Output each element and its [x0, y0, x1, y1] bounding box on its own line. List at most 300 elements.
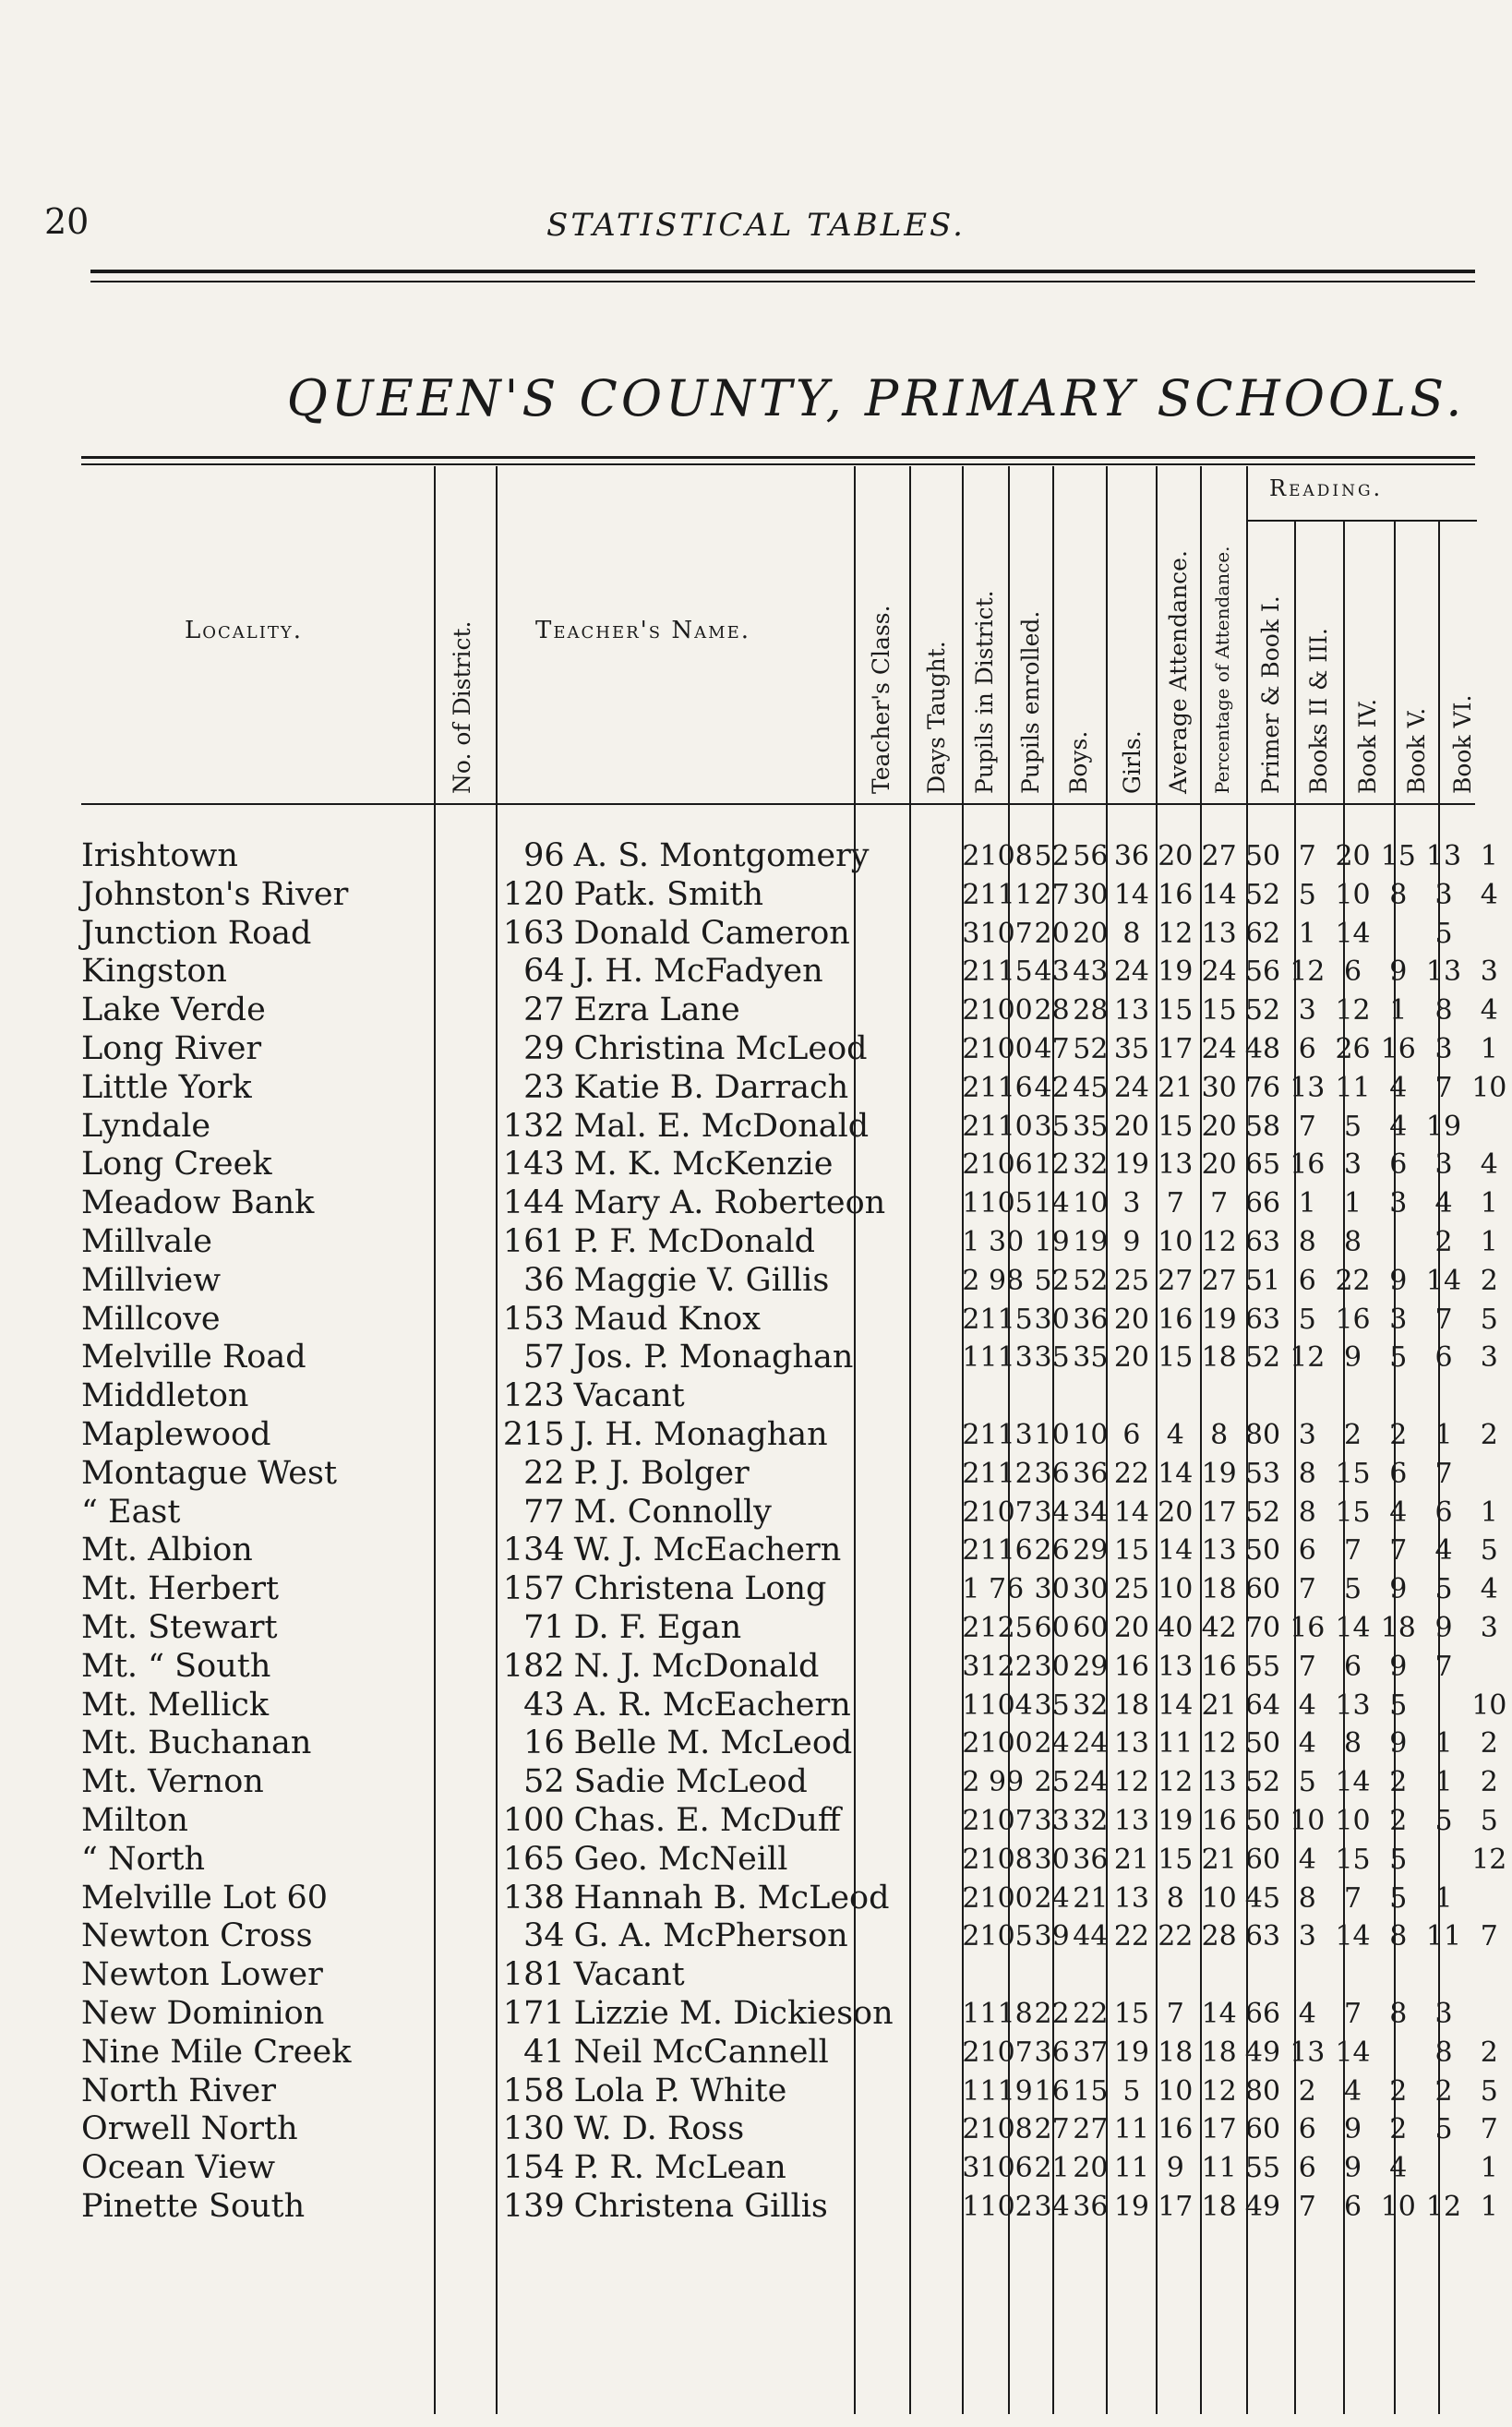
- teacher-cell: Donald Cameron: [573, 914, 850, 952]
- teacher-cell: M. Connolly: [573, 1493, 772, 1531]
- teacher-cell: Chas. E. McDuff: [573, 1801, 841, 1839]
- percentage-attendance-cell: 50: [1244, 1727, 1281, 1760]
- book-6-cell: [1467, 1377, 1512, 1416]
- book-6-cell: [1467, 1880, 1512, 1918]
- average-attendance-cell: 30: [1201, 1071, 1237, 1104]
- pupils-enrolled-cell: 24: [1073, 1727, 1109, 1760]
- days-taught-cell: 30: [989, 1225, 1025, 1258]
- percentage-attendance-cell: 66: [1244, 1187, 1281, 1220]
- boys-cell: 13: [1113, 994, 1150, 1027]
- teacher-cell: Lola P. White: [573, 2072, 787, 2109]
- primer-cell: [1285, 1377, 1330, 1416]
- table-row: [81, 1841, 1512, 1880]
- teacher-cell: Jos. P. Monaghan: [573, 1339, 854, 1376]
- percentage-attendance-cell: 56: [1244, 955, 1281, 989]
- locality-cell: “ East: [81, 1493, 181, 1531]
- book-5-cell: 5: [1434, 1573, 1453, 1606]
- pupils-in-district-cell: 24: [1034, 1727, 1070, 1760]
- days-taught-cell: 105: [979, 1920, 1033, 1953]
- days-taught-cell: [980, 1377, 1033, 1416]
- pupils-in-district-cell: 30: [1034, 1573, 1070, 1606]
- pupils-in-district-cell: 33: [1034, 1804, 1070, 1837]
- table-row: [81, 2188, 1512, 2227]
- pupils-in-district-cell: 25: [1034, 1766, 1070, 1799]
- days-taught-cell: 108: [979, 840, 1033, 872]
- boys-cell: 3: [1122, 1187, 1141, 1220]
- table-row: [81, 2073, 1512, 2111]
- table-row: [81, 991, 1512, 1030]
- book-6-cell: 1: [1480, 2190, 1498, 2223]
- percentage-attendance-cell: 51: [1244, 1264, 1281, 1297]
- books-2-3-cell: 14: [1335, 2036, 1371, 2069]
- girls-cell: 21: [1158, 1071, 1194, 1104]
- average-attendance-cell: 19: [1201, 1303, 1237, 1336]
- percentage-attendance-cell: 76: [1244, 1071, 1281, 1104]
- book-4-cell: [1375, 1377, 1421, 1416]
- teacher-cell: A. S. Montgomery: [573, 837, 870, 874]
- average-attendance-cell: 16: [1201, 1804, 1237, 1837]
- boys-cell: 14: [1113, 878, 1150, 911]
- district-cell: 57: [523, 1339, 565, 1376]
- locality-cell: Mt. Buchanan: [81, 1724, 312, 1762]
- locality-cell: Junction Road: [81, 914, 312, 952]
- primer-cell: 5: [1298, 1766, 1316, 1799]
- table-row: [81, 1802, 1512, 1841]
- district-cell: 36: [523, 1261, 565, 1299]
- days-taught-cell: 111: [979, 878, 1033, 911]
- boys-cell: 19: [1113, 1148, 1150, 1182]
- primer-cell: 6: [1298, 2113, 1316, 2146]
- book-6-cell: 5: [1480, 1804, 1498, 1837]
- boys-cell: [1110, 1377, 1153, 1416]
- book-6-cell: 7: [1480, 2113, 1498, 2146]
- book-4-cell: [1375, 1956, 1421, 1995]
- pupils-enrolled-cell: 35: [1073, 1110, 1109, 1143]
- book-5-cell: 7: [1434, 1303, 1453, 1336]
- running-head: STATISTICAL TABLES.: [546, 207, 966, 244]
- book-4-cell: 3: [1389, 1303, 1408, 1336]
- reading-rule: [1246, 520, 1477, 522]
- percentage-attendance-cell: 60: [1244, 1573, 1281, 1606]
- boys-cell: 25: [1113, 1573, 1150, 1606]
- book-4-cell: 2: [1389, 1766, 1408, 1799]
- book-4-cell: 9: [1389, 1573, 1408, 1606]
- pupils-enrolled-cell: 21: [1073, 1881, 1109, 1915]
- locality-cell: Orwell North: [81, 2110, 298, 2148]
- book-5-cell: 3: [1434, 878, 1453, 911]
- primer-cell: 8: [1298, 1881, 1316, 1915]
- book-5-cell: 6: [1434, 1341, 1453, 1375]
- girls-cell: 16: [1158, 2113, 1194, 2146]
- days-taught-cell: 115: [979, 1303, 1033, 1336]
- teacher-cell: Christina McLeod: [573, 1029, 868, 1067]
- teacher-cell: Belle M. McLeod: [573, 1724, 853, 1762]
- average-attendance-cell: 28: [1201, 1920, 1237, 1953]
- book-4-cell: 2: [1389, 2113, 1408, 2146]
- book-4-cell: 4: [1389, 1110, 1408, 1143]
- average-attendance-cell: 13: [1201, 1766, 1237, 1799]
- percentage-attendance-cell: 70: [1244, 1611, 1281, 1644]
- book-5-cell: 7: [1434, 1457, 1453, 1490]
- girls-cell: 19: [1158, 955, 1194, 989]
- percentage-attendance-cell: 58: [1244, 1110, 1281, 1143]
- girls-cell: 19: [1158, 1804, 1194, 1837]
- book-5-cell: 7: [1434, 1071, 1453, 1104]
- primer-cell: 4: [1298, 1843, 1316, 1876]
- header-pupils-enrolled: Pupils enrolled.: [1017, 610, 1044, 794]
- boys-cell: 20: [1113, 1110, 1150, 1143]
- book-4-cell: 9: [1389, 1727, 1408, 1760]
- boys-cell: 16: [1113, 1650, 1150, 1683]
- teacher-class-cell: 2: [962, 840, 980, 872]
- boys-cell: 13: [1113, 1804, 1150, 1837]
- pupils-in-district-cell: 20: [1034, 917, 1070, 950]
- teacher-class-cell: 2: [962, 2113, 980, 2146]
- book-5-cell: 3: [1434, 1148, 1453, 1182]
- book-6-cell: [1467, 1956, 1512, 1995]
- book-4-cell: 5: [1389, 1843, 1408, 1876]
- percentage-attendance-cell: 52: [1244, 1496, 1281, 1529]
- table-top-rule-thin: [81, 463, 1475, 465]
- district-cell: 138: [502, 1879, 565, 1916]
- book-4-cell: [1375, 915, 1421, 954]
- primer-cell: 1: [1298, 917, 1316, 950]
- table-row: [81, 1570, 1512, 1609]
- district-cell: 123: [502, 1377, 565, 1415]
- average-attendance-cell: 8: [1210, 1418, 1229, 1451]
- girls-cell: 27: [1158, 1264, 1194, 1297]
- locality-cell: Montague West: [81, 1454, 338, 1492]
- book-4-cell: 15: [1380, 840, 1416, 872]
- book-6-cell: 1: [1480, 1032, 1498, 1065]
- pupils-in-district-cell: 47: [1034, 1032, 1070, 1065]
- teacher-class-cell: 2: [962, 1303, 980, 1336]
- book-6-cell: 5: [1480, 1303, 1498, 1336]
- primer-cell: 13: [1290, 1071, 1326, 1104]
- teacher-cell: Ezra Lane: [573, 991, 740, 1029]
- book-5-cell: 5: [1434, 2113, 1453, 2146]
- books-2-3-cell: 14: [1335, 1920, 1371, 1953]
- books-2-3-cell: 20: [1335, 840, 1371, 872]
- girls-cell: 15: [1158, 1843, 1194, 1876]
- primer-cell: 4: [1298, 1997, 1316, 2030]
- books-2-3-cell: [1330, 1377, 1375, 1416]
- boys-cell: 12: [1113, 1766, 1150, 1799]
- pupils-in-district-cell: 27: [1034, 878, 1070, 911]
- book-6-cell: [1467, 1995, 1512, 2034]
- book-5-cell: 5: [1434, 1804, 1453, 1837]
- teacher-class-cell: 2: [962, 1457, 980, 1490]
- pupils-in-district-cell: 43: [1034, 955, 1070, 989]
- girls-cell: 16: [1158, 1303, 1194, 1336]
- girls-cell: 14: [1158, 1457, 1194, 1490]
- schools-table: [81, 837, 1512, 2227]
- book-6-cell: 3: [1480, 1611, 1498, 1644]
- pupils-in-district-cell: 34: [1034, 2190, 1070, 2223]
- pupils-in-district-cell: 30: [1034, 1303, 1070, 1336]
- book-4-cell: 18: [1380, 1611, 1416, 1644]
- primer-cell: 16: [1290, 1148, 1326, 1182]
- book-4-cell: 5: [1389, 1688, 1408, 1722]
- average-attendance-cell: [1197, 1956, 1241, 1995]
- table-row: [81, 1995, 1512, 2034]
- table-row: [81, 1416, 1512, 1455]
- table-row: [81, 1377, 1512, 1416]
- page-number: 20: [44, 201, 90, 242]
- pupils-enrolled-cell: 52: [1073, 1032, 1109, 1065]
- district-cell: 130: [502, 2110, 565, 2148]
- books-2-3-cell: [1330, 1956, 1375, 1995]
- book-6-cell: 2: [1480, 2036, 1498, 2069]
- average-attendance-cell: 17: [1201, 2113, 1237, 2146]
- days-taught-cell: 100: [979, 1032, 1033, 1065]
- average-attendance-cell: 12: [1201, 1727, 1237, 1760]
- boys-cell: [1110, 1956, 1153, 1995]
- pupils-enrolled-cell: 27: [1073, 2113, 1109, 2146]
- percentage-attendance-cell: 53: [1244, 1457, 1281, 1490]
- teacher-cell: N. J. McDonald: [573, 1647, 820, 1685]
- district-cell: 165: [502, 1840, 565, 1878]
- locality-cell: Johnston's River: [81, 875, 349, 913]
- days-taught-cell: 122: [979, 1650, 1033, 1683]
- days-taught-cell: 105: [979, 1187, 1033, 1220]
- district-cell: 153: [502, 1300, 565, 1338]
- book-5-cell: [1421, 1377, 1466, 1416]
- table-row: [81, 2149, 1512, 2188]
- girls-cell: 4: [1166, 1418, 1184, 1451]
- pupils-in-district-cell: 42: [1034, 1071, 1070, 1104]
- locality-cell: Millview: [81, 1261, 222, 1299]
- book-5-cell: [1421, 1841, 1466, 1880]
- days-taught-cell: 107: [979, 1804, 1033, 1837]
- header-locality: Locality.: [185, 617, 304, 644]
- books-2-3-cell: 9: [1344, 1341, 1362, 1375]
- teacher-class-cell: 2: [962, 1534, 980, 1568]
- pupils-enrolled-cell: 60: [1073, 1611, 1109, 1644]
- girls-cell: 10: [1158, 2074, 1194, 2108]
- books-2-3-cell: 3: [1344, 1148, 1362, 1182]
- district-cell: 96: [523, 837, 565, 874]
- girls-cell: 8: [1166, 1881, 1184, 1915]
- pupils-enrolled-cell: 10: [1073, 1187, 1109, 1220]
- pupils-enrolled-cell: 20: [1073, 917, 1109, 950]
- teacher-cell: D. F. Egan: [573, 1608, 742, 1646]
- teacher-cell: Hannah B. McLeod: [573, 1879, 890, 1916]
- days-taught-cell: 115: [979, 955, 1033, 989]
- percentage-attendance-cell: 55: [1244, 2152, 1281, 2185]
- header-bottom-rule: [81, 803, 1475, 805]
- header-pupils-in-district: Pupils in District.: [971, 590, 998, 794]
- teacher-class-cell: 2: [962, 1418, 980, 1451]
- district-cell: 139: [502, 2187, 565, 2225]
- teacher-class-cell: 2: [962, 1766, 980, 1799]
- district-cell: 163: [502, 914, 565, 952]
- average-attendance-cell: [1197, 1377, 1241, 1416]
- boys-cell: 36: [1113, 840, 1150, 872]
- table-row: [81, 2034, 1512, 2073]
- teacher-class-cell: 2: [962, 1804, 980, 1837]
- table-row: [81, 915, 1512, 954]
- girls-cell: 17: [1158, 2190, 1194, 2223]
- days-taught-cell: 76: [989, 1573, 1025, 1606]
- district-cell: 154: [502, 2149, 565, 2187]
- books-2-3-cell: 15: [1335, 1843, 1371, 1876]
- teacher-class-cell: 3: [962, 2152, 980, 2185]
- pupils-enrolled-cell: 15: [1073, 2074, 1109, 2108]
- book-4-cell: 4: [1389, 2152, 1408, 2185]
- primer-cell: 3: [1298, 1418, 1316, 1451]
- teacher-cell: W. D. Ross: [573, 2110, 745, 2148]
- average-attendance-cell: 14: [1201, 878, 1237, 911]
- boys-cell: 25: [1113, 1264, 1150, 1297]
- percentage-attendance-cell: 60: [1244, 1843, 1281, 1876]
- primer-cell: 7: [1298, 840, 1316, 872]
- average-attendance-cell: 13: [1201, 1534, 1237, 1568]
- pupils-enrolled-cell: 56: [1073, 840, 1109, 872]
- percentage-attendance-cell: 55: [1244, 1650, 1281, 1683]
- average-attendance-cell: 17: [1201, 1496, 1237, 1529]
- teacher-cell: G. A. McPherson: [573, 1917, 848, 1955]
- header-rule-thick: [90, 270, 1475, 273]
- header-rule-thin: [90, 281, 1475, 282]
- book-5-cell: 9: [1434, 1611, 1453, 1644]
- girls-cell: 10: [1158, 1225, 1194, 1258]
- teacher-cell: Patk. Smith: [573, 875, 764, 913]
- books-2-3-cell: 2: [1344, 1418, 1362, 1451]
- primer-cell: 6: [1298, 1032, 1316, 1065]
- boys-cell: 11: [1113, 2113, 1150, 2146]
- pupils-in-district-cell: 19: [1034, 1225, 1070, 1258]
- book-6-cell: 4: [1480, 1148, 1498, 1182]
- book-5-cell: 7: [1434, 1650, 1453, 1683]
- book-5-cell: 19: [1425, 1110, 1462, 1143]
- pupils-in-district-cell: 35: [1034, 1341, 1070, 1375]
- teacher-class-cell: 1: [962, 1225, 980, 1258]
- teacher-class-cell: 1: [962, 1187, 980, 1220]
- boys-cell: 6: [1122, 1418, 1141, 1451]
- table-row: [81, 1494, 1512, 1532]
- table-row: [81, 1069, 1512, 1108]
- district-cell: 144: [502, 1184, 565, 1222]
- days-taught-cell: 99: [989, 1766, 1025, 1799]
- book-4-cell: 2: [1389, 1804, 1408, 1837]
- book-6-cell: [1467, 1455, 1512, 1494]
- book-4-cell: 1: [1389, 994, 1408, 1027]
- average-attendance-cell: 42: [1201, 1611, 1237, 1644]
- book-5-cell: [1421, 1956, 1466, 1995]
- locality-cell: Millcove: [81, 1300, 221, 1338]
- district-cell: 43: [523, 1686, 565, 1724]
- pupils-in-district-cell: 27: [1034, 2113, 1070, 2146]
- locality-cell: Mt. “ South: [81, 1647, 271, 1685]
- table-row: [81, 1146, 1512, 1184]
- pupils-in-district-cell: 34: [1034, 1496, 1070, 1529]
- book-6-cell: 3: [1480, 955, 1498, 989]
- teacher-class-cell: 2: [962, 1727, 980, 1760]
- table-row: [81, 1339, 1512, 1377]
- teacher-class-cell: 1: [962, 2190, 980, 2223]
- boys-cell: 8: [1122, 917, 1141, 950]
- days-taught-cell: 118: [979, 1997, 1033, 2030]
- books-2-3-cell: 8: [1344, 1727, 1362, 1760]
- pupils-in-district-cell: 22: [1034, 1997, 1070, 2030]
- book-6-cell: 2: [1480, 1418, 1498, 1451]
- district-cell: 132: [502, 1107, 565, 1145]
- books-2-3-cell: 22: [1335, 1264, 1371, 1297]
- header-book-5: Book V.: [1403, 707, 1430, 794]
- average-attendance-cell: 18: [1201, 2036, 1237, 2069]
- average-attendance-cell: 27: [1201, 1264, 1237, 1297]
- boys-cell: 15: [1113, 1997, 1150, 2030]
- girls-cell: 13: [1158, 1650, 1194, 1683]
- pupils-enrolled-cell: 45: [1073, 1071, 1109, 1104]
- district-cell: 22: [523, 1454, 565, 1492]
- header-teacher-class: Teacher's Class.: [868, 605, 894, 794]
- average-attendance-cell: 24: [1201, 1032, 1237, 1065]
- pupils-enrolled-cell: 43: [1073, 955, 1109, 989]
- pupils-enrolled-cell: 52: [1073, 1264, 1109, 1297]
- primer-cell: 13: [1290, 2036, 1326, 2069]
- girls-cell: 12: [1158, 917, 1194, 950]
- locality-cell: Meadow Bank: [81, 1184, 315, 1222]
- teacher-class-cell: 1: [962, 1573, 980, 1606]
- locality-cell: Milton: [81, 1801, 188, 1839]
- primer-cell: 8: [1298, 1225, 1316, 1258]
- pupils-enrolled-cell: 32: [1073, 1148, 1109, 1182]
- header-girls: Girls.: [1119, 730, 1146, 794]
- days-taught-cell: 110: [979, 1110, 1033, 1143]
- pupils-enrolled-cell: 30: [1073, 878, 1109, 911]
- book-4-cell: 10: [1380, 2190, 1416, 2223]
- locality-cell: Little York: [81, 1068, 252, 1106]
- table-row: [81, 1687, 1512, 1725]
- book-4-cell: 8: [1389, 1997, 1408, 2030]
- books-2-3-cell: 5: [1344, 1573, 1362, 1606]
- books-2-3-cell: 16: [1335, 1303, 1371, 1336]
- book-5-cell: 4: [1434, 1187, 1453, 1220]
- pupils-enrolled-cell: 20: [1073, 2152, 1109, 2185]
- average-attendance-cell: 24: [1201, 955, 1237, 989]
- boys-cell: 22: [1113, 1457, 1150, 1490]
- book-5-cell: 1: [1434, 1727, 1453, 1760]
- girls-cell: 14: [1158, 1688, 1194, 1722]
- pupils-enrolled-cell: 28: [1073, 994, 1109, 1027]
- teacher-cell: Katie B. Darrach: [573, 1068, 849, 1106]
- books-2-3-cell: 6: [1344, 955, 1362, 989]
- pupils-enrolled-cell: [1072, 1377, 1110, 1416]
- days-taught-cell: 108: [979, 2113, 1033, 2146]
- locality-cell: Newton Lower: [81, 1956, 323, 1994]
- book-6-cell: 2: [1480, 1264, 1498, 1297]
- pupils-in-district-cell: 12: [1034, 1148, 1070, 1182]
- teacher-cell: M. K. McKenzie: [573, 1146, 834, 1183]
- pupils-enrolled-cell: 29: [1073, 1534, 1109, 1568]
- header-books-2-3: Books II & III.: [1305, 628, 1332, 794]
- percentage-attendance-cell: 52: [1244, 1766, 1281, 1799]
- boys-cell: 5: [1122, 2074, 1141, 2108]
- days-taught-cell: 106: [979, 1148, 1033, 1182]
- pupils-enrolled-cell: 22: [1073, 1997, 1109, 2030]
- books-2-3-cell: 1: [1344, 1187, 1362, 1220]
- teacher-class-cell: 2: [962, 2036, 980, 2069]
- teacher-cell: P. R. McLean: [573, 2149, 786, 2187]
- table-row: [81, 876, 1512, 915]
- locality-cell: New Dominion: [81, 1994, 325, 2032]
- book-5-cell: 14: [1425, 1264, 1462, 1297]
- table-top-rule: [81, 456, 1475, 459]
- percentage-attendance-cell: 60: [1244, 2113, 1281, 2146]
- teacher-cell: Maud Knox: [573, 1300, 761, 1338]
